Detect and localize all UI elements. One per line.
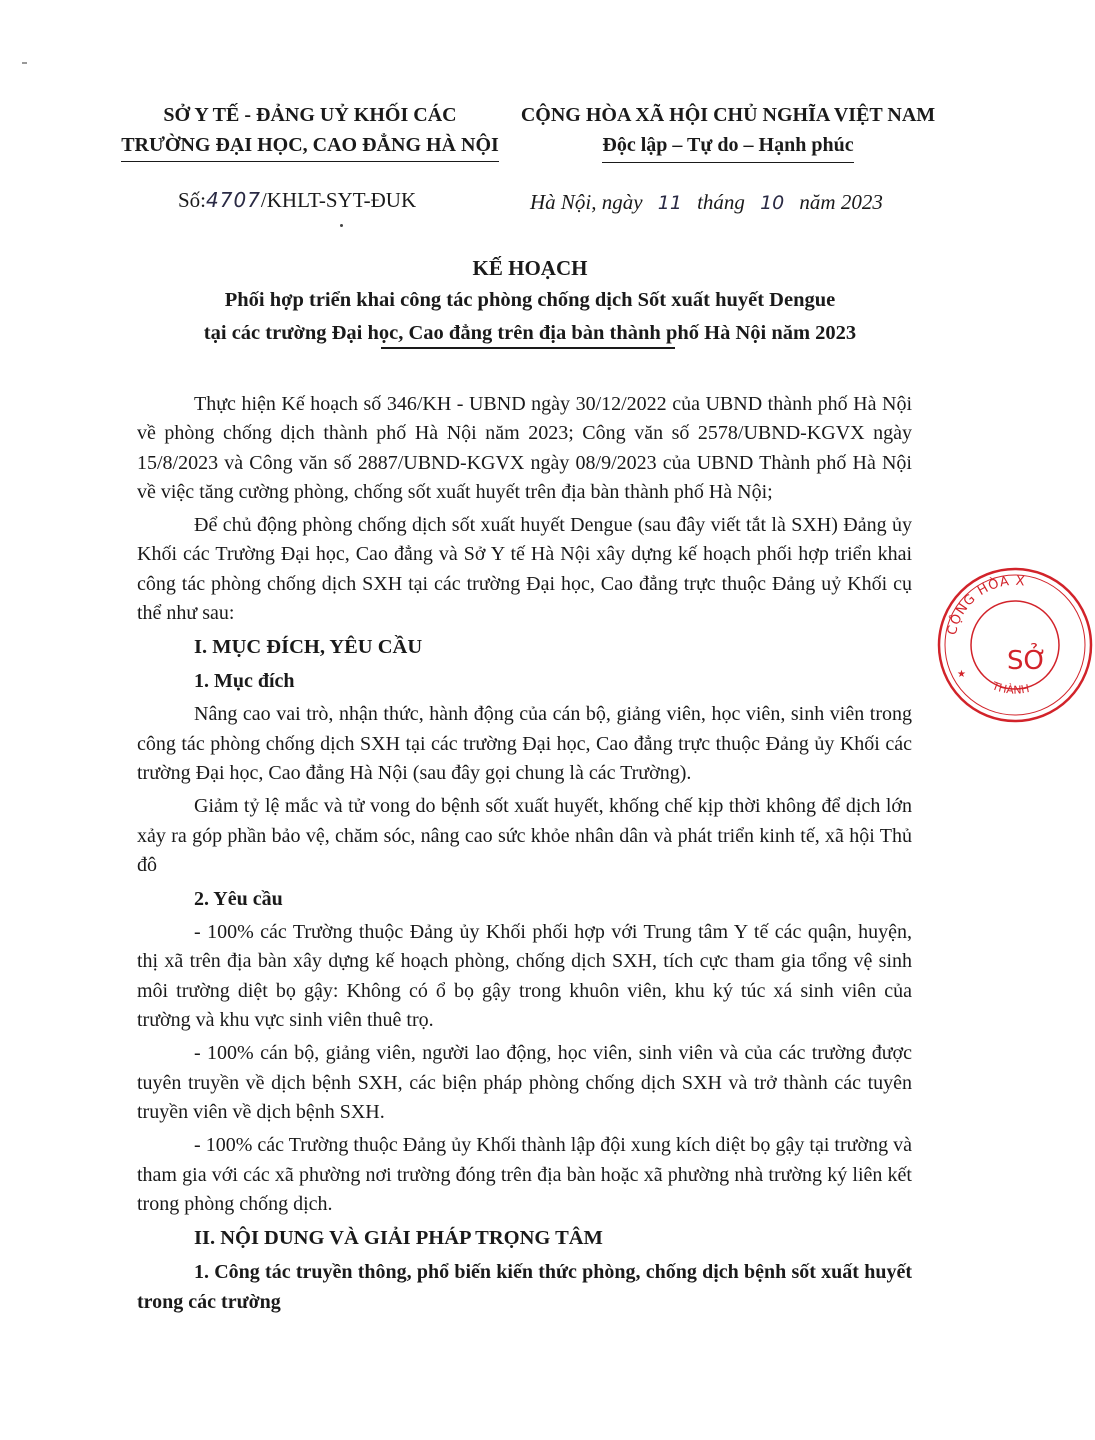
doc-number-handwritten: 4707 [206,188,261,212]
country-name: CỘNG HÒA XÃ HỘI CHỦ NGHĨA VIỆT NAM [520,104,936,126]
subsection-heading-requirements: 2. Yêu cầu [194,888,283,911]
section-heading-1: I. MỤC ĐÍCH, YÊU CẦU [194,636,423,659]
paragraph-intro: Để chủ động phòng chống dịch sốt xuất huyết Dengue (sau đây viết tắt là SXH) Đảng ủy Khối các Trường Đại học, Cao đẳng và Sở Y tế Hà Nội xây dựng kế hoạch phối hợp triển khai công tác phòng chống dịch SXH tại các trường Đại học, Cao đẳng trực thuộc Đảng uỷ Khối cụ thể như sau: [137,514,912,625]
official-seal-stamp [935,565,1095,725]
title-underline [381,347,675,349]
scan-speck [340,224,343,227]
paragraph-basis: Thực hiện Kế hoạch số 346/KH - UBND ngày 30/12/2022 của UBND thành phố Hà Nội về phòng chống dịch thành phố Hà Nội năm 2023; Công văn số 2578/UBND-KGVX ngày 15/8/2023 và Công văn số 2887/UBND-KGVX ngày 08/9/2023 của UBND Thành phố Hà Nội về việc tăng cường phòng, chống sốt xuất huyết trên địa bàn thành phố Hà Nội; [137,393,912,503]
title-line-1: KẾ HOẠCH [472,256,588,280]
agency-line-2: TRƯỜNG ĐẠI HỌC, CAO ĐẲNG HÀ NỘI [121,130,499,162]
paragraph-requirement-3: - 100% các Trường thuộc Đảng ủy Khối thành lập đội xung kích diệt bọ gậy tại trường và tham gia với các xã phường nơi trường đóng trên địa bàn hoặc xã phường nhà trường ký liên kết trong phòng chống dịch. [137,1134,912,1215]
svg-text:CỘNG HÒA X [945,574,1026,637]
paragraph-requirement-2: - 100% cán bộ, giảng viên, người lao động, học viên, sinh viên và của các trường được tuyên truyền về dịch bệnh SXH, các biện pháp phòng chống dịch SXH và trở thành các tuyên truyền viên về dịch bệnh SXH. [137,1042,912,1123]
document-number [178,188,416,213]
svg-text:THÀNH [989,679,1030,697]
stamp-text-center: SỞ [1007,646,1048,676]
doc-number-prefix: Số: [178,188,207,212]
svg-text:★: ★ [957,669,966,680]
title-line-2: Phối hợp triển khai công tác phòng chống dịch Sốt xuất huyết Dengue [224,289,836,311]
document-body [137,390,912,1317]
issuing-agency [110,100,510,162]
national-motto: Độc lập – Tự do – Hạnh phúc [602,130,853,163]
date-part-2: tháng [697,190,745,214]
national-header [508,100,948,163]
stamp-text-bottom: THÀNH [990,679,1031,697]
date-part-1: Hà Nội, ngày [530,190,643,214]
paragraph-purpose-1: Nâng cao vai trò, nhận thức, hành động của cán bộ, giảng viên, học viên, sinh viên trong công tác phòng chống dịch SXH tại các trường Đại học, Cao đẳng trực thuộc Đảng ủy Khối các trường Đại học, Cao đẳng Hà Nội (sau đây gọi chung là các Trường). [137,703,912,784]
stamp-text-top: CỘNG HÒA X [944,573,1027,637]
paragraph-purpose-2: Giảm tỷ lệ mắc và tử vong do bệnh sốt xuất huyết, khống chế kịp thời không để dịch lớn xảy ra góp phần bảo vệ, chăm sóc, nâng cao sức khỏe nhân dân và phát triển kinh tế, xã hội Thủ đô [137,795,912,876]
subsection-heading-purpose: 1. Mục đích [194,670,295,693]
title-line-3: tại các trường Đại học, Cao đẳng trên địa bàn thành phố Hà Nội năm 2023 [203,322,857,344]
agency-line-1: SỞ Y TẾ - ĐẢNG UỶ KHỐI CÁC [163,104,457,126]
subsection-heading-communication: 1. Công tác truyền thông, phổ biến kiến thức phòng, chống dịch bệnh sốt xuất huyết trong các trường [137,1261,912,1314]
paragraph-requirement-1: - 100% các Trường thuộc Đảng ủy Khối phối hợp với Trung tâm Y tế các quận, huyện, thị xã trên địa bàn xây dựng kế hoạch phòng, chống dịch SXH, tích cực tham gia tổng vệ sinh môi trường diệt bọ gậy: Không có ổ bọ gậy trong khuôn viên, khu ký túc xá sinh viên của trường và khu vực sinh viên thuê trọ. [137,921,912,1032]
document-date [530,190,883,215]
date-day-handwritten: 11 [657,192,682,214]
scan-speck [22,62,27,64]
date-month-handwritten: 10 [760,192,785,214]
doc-number-suffix: /KHLT-SYT-ĐUK [260,188,417,212]
document-title [110,252,950,350]
section-heading-2: II. NỘI DUNG VÀ GIẢI PHÁP TRỌNG TÂM [194,1227,603,1250]
date-part-3: năm 2023 [799,190,883,214]
